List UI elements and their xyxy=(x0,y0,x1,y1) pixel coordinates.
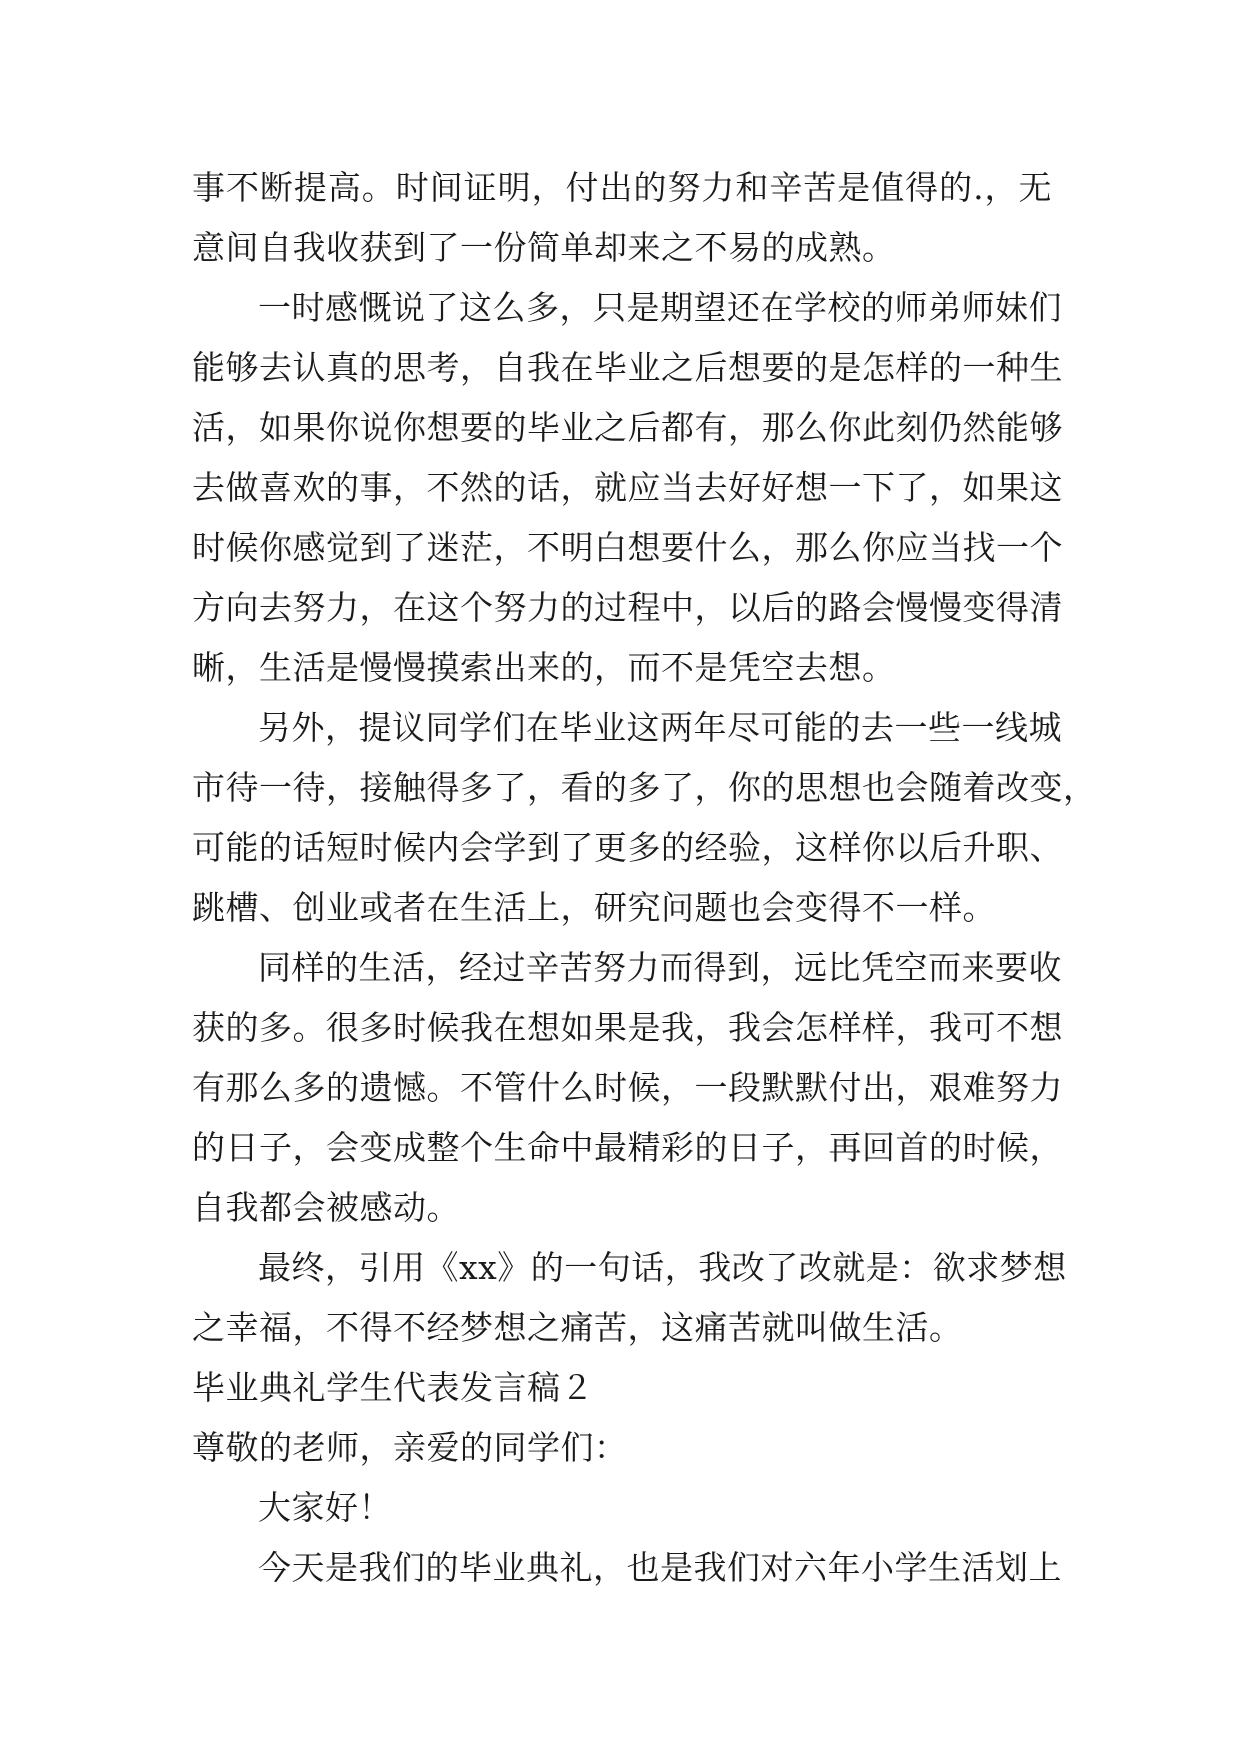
paragraph-line: 方向去努力，在这个努力的过程中，以后的路会慢慢变得清 xyxy=(192,588,1063,627)
salutation: 尊敬的老师，亲爱的同学们： xyxy=(192,1428,628,1467)
paragraph-line: 另外，提议同学们在毕业这两年尽可能的去一些一线城 xyxy=(258,708,1062,747)
paragraph-line: 的日子，会变成整个生命中最精彩的日子，再回首的时候， xyxy=(192,1128,1063,1167)
paragraph-line: 最终，引用《xx》的一句话，我改了改就是：欲求梦想 xyxy=(258,1248,1067,1287)
section-heading: 毕业典礼学生代表发言稿２ xyxy=(192,1368,594,1407)
paragraph-line: 事不断提高。时间证明，付出的努力和辛苦是值得的.，无 xyxy=(192,168,1052,207)
paragraph-line: 今天是我们的毕业典礼，也是我们对六年小学生活划上 xyxy=(258,1548,1062,1587)
paragraph-line: 意间自我收获到了一份简单却来之不易的成熟。 xyxy=(192,228,896,267)
paragraph-line: 跳槽、创业或者在生活上，研究问题也会变得不一样。 xyxy=(192,888,996,927)
paragraph-line: 去做喜欢的事，不然的话，就应当去好好想一下了，如果这 xyxy=(192,468,1063,507)
paragraph-line: 活，如果你说你想要的毕业之后都有，那么你此刻仍然能够 xyxy=(192,408,1063,447)
paragraph-line: 晰，生活是慢慢摸索出来的，而不是凭空去想。 xyxy=(192,648,896,687)
paragraph-line: 可能的话短时候内会学到了更多的经验，这样你以后升职、 xyxy=(192,828,1063,867)
paragraph-line: 市待一待，接触得多了，看的多了，你的思想也会随着改变， xyxy=(192,768,1097,807)
paragraph-line: 时候你感觉到了迷茫，不明白想要什么，那么你应当找一个 xyxy=(192,528,1063,567)
paragraph-line: 一时感慨说了这么多，只是期望还在学校的师弟师妹们 xyxy=(258,288,1062,327)
paragraph-line: 能够去认真的思考，自我在毕业之后想要的是怎样的一种生 xyxy=(192,348,1063,387)
paragraph-line: 之幸福，不得不经梦想之痛苦，这痛苦就叫做生活。 xyxy=(192,1308,963,1347)
paragraph-line: 获的多。很多时候我在想如果是我，我会怎样样，我可不想 xyxy=(192,1008,1063,1047)
paragraph-line: 有那么多的遗憾。不管什么时候，一段默默付出，艰难努力 xyxy=(192,1068,1063,1107)
paragraph-line: 同样的生活，经过辛苦努力而得到，远比凭空而来要收 xyxy=(258,948,1062,987)
document-page xyxy=(192,158,1097,1598)
greeting: 大家好！ xyxy=(258,1488,392,1527)
paragraph-line: 自我都会被感动。 xyxy=(192,1188,460,1227)
